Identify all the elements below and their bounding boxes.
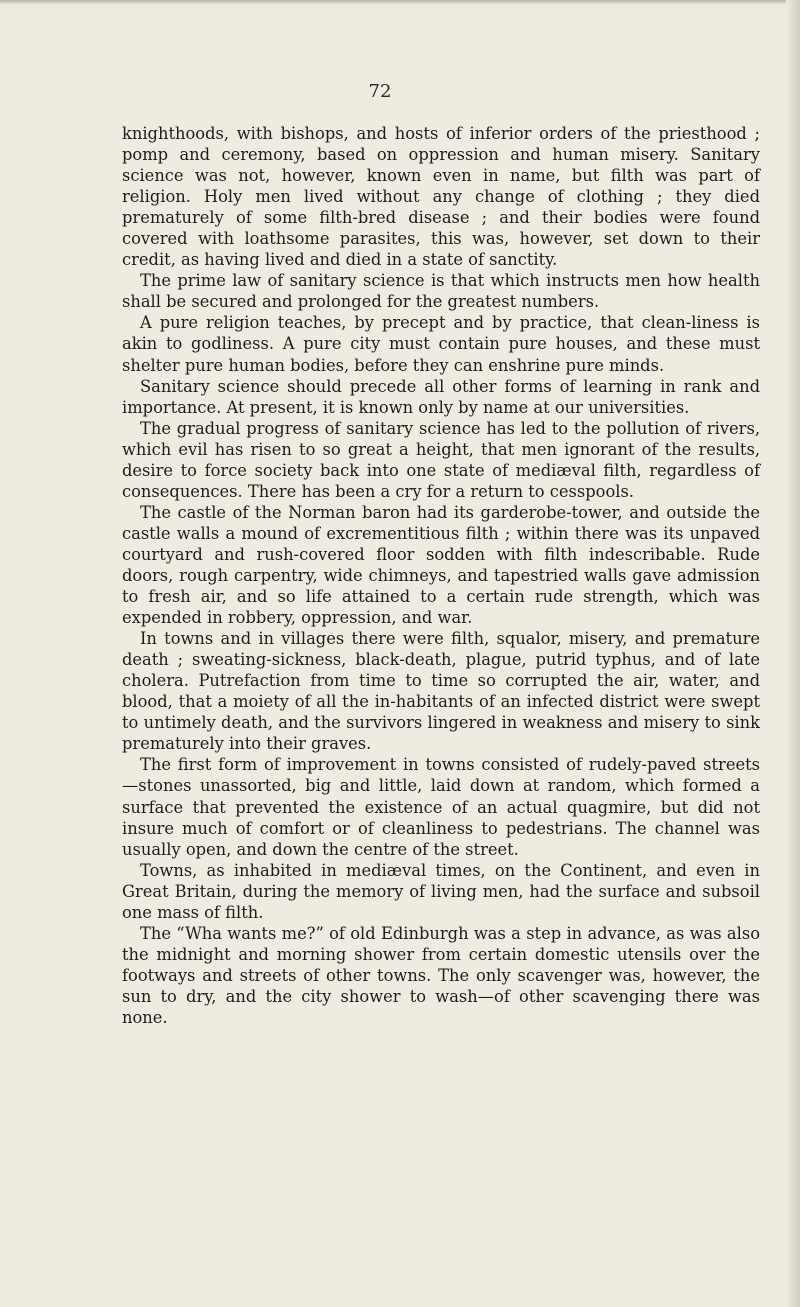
paragraph: The “Wha wants me?” of old Edinburgh was a step in advance, as was also the midnight and morning shower from certain domestic utensils over the footways and streets of other towns. The only scavenger was, however, the sun to dry, and the city shower to wash—of other scavenging there was none. [122,923,760,1027]
paragraph: The castle of the Norman baron had its garderobe-tower, and outside the castle walls a mound of excrementitious filth ; within there was its unpaved courtyard and rush-covered floor sodden with filth indescribable. Rude doors, rough carpentry, wide chimneys, and tapestried walls gave admission to fresh air, and so life attained to a certain rude strength, which was expended in robbery, oppression, and war. [122,502,760,628]
paragraph: The gradual progress of sanitary science has led to the pollution of rivers, which evil has risen to so great a height, that men ignorant of the results, desire to force society back into one state of mediæval filth, regardless of consequences. There has been a cry for a return to cesspools. [122,418,760,501]
paragraph: The prime law of sanitary science is that which instructs men how health shall be secured and prolonged for the greatest numbers. [122,271,760,312]
paragraph: The first form of improvement in towns consisted of rudely-paved streets—stones unassorted, big and little, laid down at random, which formed a surface that prevented the existence of an actual quagmire, but did not insure much of comfort or of cleanliness to pedestrians. The channel was usually open, and down the centre of the street. [122,755,760,859]
paragraph: knighthoods, with bishops, and hosts of inferior orders of the priesthood ; pomp and ceremony, based on oppression and human misery. Sanitary science was not, however, known even in name, but filth was part of religion. Holy men lived without any change of clothing ; they died prematurely of some filth-bred disease ; and their bodies were found covered with loathsome parasites, this was, however, set down to their credit, as having lived and died in a state of sanctity. [122,124,760,270]
paragraph: Towns, as inhabited in mediæval times, on the Continent, and even in Great Britain, during the memory of living men, had the surface and subsoil one mass of filth. [122,860,760,922]
page-right-edge [786,0,800,1307]
page-number: 72 [368,81,392,102]
body-text [122,123,760,1028]
paragraph: Sanitary science should precede all other forms of learning in rank and importance. At present, it is known only by name at our universities. [122,376,760,417]
page-top-edge [0,0,800,5]
paragraph: A pure religion teaches, by precept and by practice, that clean-liness is akin to godliness. A pure city must contain pure houses, and these must shelter pure human bodies, before they can enshrine pure minds. [122,313,760,375]
paragraph: In towns and in villages there were filth, squalor, misery, and premature death ; sweating-sickness, black-death, plague, putrid typhus, and of late cholera. Putrefaction from time to time so corrupted the air, water, and blood, that a moiety of all the in-habitants of an infected district were swept to untimely death, and the survivors lingered in weakness and misery to sink prematurely into their graves. [122,629,760,754]
